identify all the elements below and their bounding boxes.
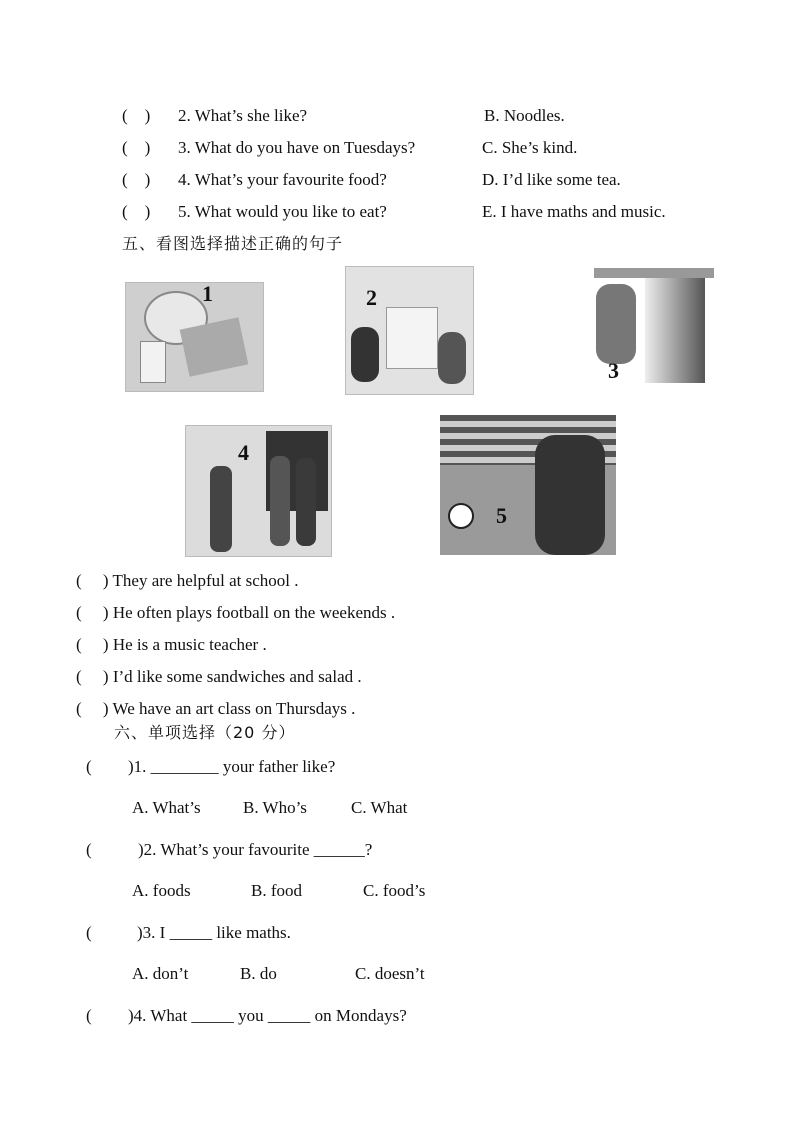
picture-piano-teacher (590, 268, 715, 383)
question-stem: )4. What _____ you _____ on Mondays? (128, 1006, 407, 1025)
question-text: 5. What would you like to eat? (178, 202, 387, 221)
answer-option: D. I’d like some tea. (482, 170, 621, 189)
answer-option: C. She’s kind. (482, 138, 578, 157)
answer-paren: ( ) (122, 106, 151, 125)
picture-art-class (345, 266, 474, 395)
sentence-item: ( ) He often plays football on the weekends . (76, 603, 396, 622)
option-a: A. don’t (132, 964, 189, 983)
answer-paren: ( (86, 840, 92, 859)
answer-option: B. Noodles. (484, 106, 565, 125)
option-c: C. food’s (363, 881, 426, 900)
answer-paren: ( ) (122, 170, 151, 189)
picture-football (440, 415, 616, 555)
sentence-item: ( ) We have an art class on Thursdays . (76, 699, 356, 718)
option-a: A. foods (132, 881, 191, 900)
question-stem: )3. I _____ like maths. (137, 923, 291, 942)
answer-paren: ( ) (122, 138, 151, 157)
question-stem: )1. ________ your father like? (128, 757, 336, 776)
question-text: 2. What’s she like? (178, 106, 308, 125)
question-stem: )2. What’s your favourite ______? (138, 840, 373, 859)
question-text: 4. What’s your favourite food? (178, 170, 387, 189)
picture-number: 4 (238, 440, 249, 465)
sentence-item: ( ) I’d like some sandwiches and salad . (76, 667, 362, 686)
option-b: B. Who’s (243, 798, 307, 817)
picture-food-tray (125, 282, 264, 392)
answer-paren: ( ) (122, 202, 151, 221)
picture-number: 3 (608, 358, 619, 383)
picture-helpful-kids (185, 425, 332, 557)
answer-paren: ( (86, 1006, 92, 1025)
option-c: C. What (351, 798, 408, 817)
option-b: B. do (240, 964, 277, 983)
answer-option: E. I have maths and music. (482, 202, 666, 221)
section-6-title: 六、单项选择（20 分） (114, 723, 296, 742)
sentence-item: ( ) He is a music teacher . (76, 635, 267, 654)
picture-number: 5 (496, 503, 507, 528)
picture-number: 2 (366, 285, 377, 310)
option-c: C. doesn’t (355, 964, 425, 983)
answer-paren: ( (86, 757, 92, 776)
question-text: 3. What do you have on Tuesdays? (178, 138, 416, 157)
picture-number: 1 (202, 282, 213, 306)
answer-paren: ( (86, 923, 92, 942)
option-a: A. What’s (132, 798, 201, 817)
option-b: B. food (251, 881, 302, 900)
sentence-item: ( ) They are helpful at school . (76, 571, 299, 590)
section-5-title: 五、看图选择描述正确的句子 (122, 234, 344, 253)
